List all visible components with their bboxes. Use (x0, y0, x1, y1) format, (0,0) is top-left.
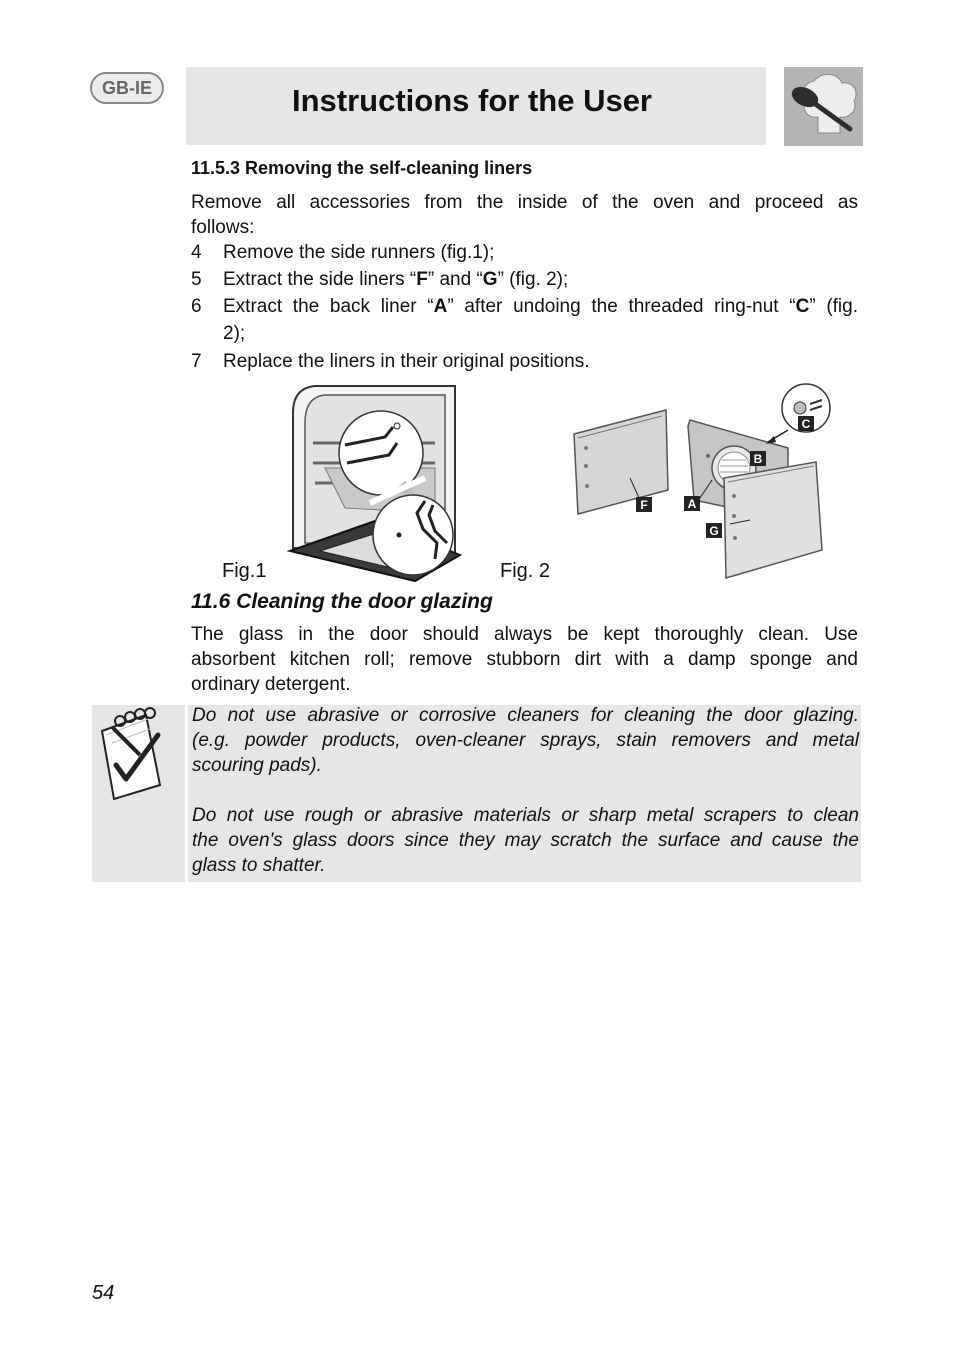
step-number: 4 (191, 242, 202, 263)
step-text-continued: 2); (223, 323, 246, 344)
step-6 (191, 293, 858, 347)
step-4 (191, 239, 858, 266)
callout-b (750, 451, 766, 466)
callout-c (798, 416, 814, 431)
section-heading-removing-liners: 11.5.3 Removing the self-cleaning liners (191, 158, 533, 178)
svg-text:G: G (709, 524, 719, 538)
step-text: Remove the side runners (fig.1); (223, 242, 495, 263)
intro-line-2: follows: (191, 217, 255, 238)
callout-a (684, 496, 700, 511)
step-5 (191, 266, 858, 293)
step-text: Replace the liners in their original positions. (223, 351, 590, 372)
language-badge: GB-IE (90, 72, 164, 104)
step-text: Extract the back liner “A” after undoing the threaded ring-nut “C” (fig. (223, 296, 858, 317)
glazing-body-line-1: The glass in the door should always be kept thoroughly clean. Use (191, 624, 858, 645)
page-number: 54 (92, 1282, 115, 1304)
step-7 (191, 348, 858, 375)
note-p1-line-2: (e.g. powder products, oven-cleaner sprays, stain removers and metal (192, 730, 859, 751)
note-p1-line-3: scouring pads). (192, 755, 322, 776)
note-divider (185, 705, 188, 882)
title-bar (186, 67, 766, 145)
intro-line-1: Remove all accessories from the inside of the oven and proceed as (191, 192, 858, 213)
figure-1-label: Fig.1 (222, 560, 267, 582)
step-text: Extract the side liners “F” and “G” (fig. 2); (223, 269, 569, 290)
note-p2-line-3: glass to shatter. (192, 855, 326, 876)
svg-text:F: F (640, 498, 648, 512)
figure-2-liners (570, 382, 836, 582)
note-p2-line-1: Do not use rough or abrasive materials or sharp metal scrapers to clean (192, 805, 859, 826)
svg-text:C: C (801, 417, 811, 431)
section-heading-door-glazing: 11.6 Cleaning the door glazing (191, 590, 493, 613)
step-number: 7 (191, 351, 202, 372)
chef-spoon-icon (784, 67, 863, 146)
callout-f (636, 497, 652, 512)
page-title: Instructions for the User (292, 83, 652, 118)
glazing-body-line-2: absorbent kitchen roll; remove stubborn dirt with a damp sponge and (191, 649, 858, 670)
step-number: 6 (191, 296, 202, 317)
notepad-check-icon (92, 705, 185, 882)
glazing-body-line-3: ordinary detergent. (191, 674, 351, 695)
callout-g (706, 523, 722, 538)
note-p2-line-2: the oven's glass doors since they may scratch the surface and cause the (192, 830, 859, 851)
warning-note-box (92, 705, 861, 882)
figure-2-label: Fig. 2 (500, 560, 551, 582)
svg-text:B: B (753, 452, 763, 466)
step-number: 5 (191, 269, 202, 290)
figure-1-oven-runners (285, 383, 465, 583)
note-p1-line-1: Do not use abrasive or corrosive cleaners for cleaning the door glazing. (192, 705, 859, 726)
svg-text:A: A (687, 497, 697, 511)
